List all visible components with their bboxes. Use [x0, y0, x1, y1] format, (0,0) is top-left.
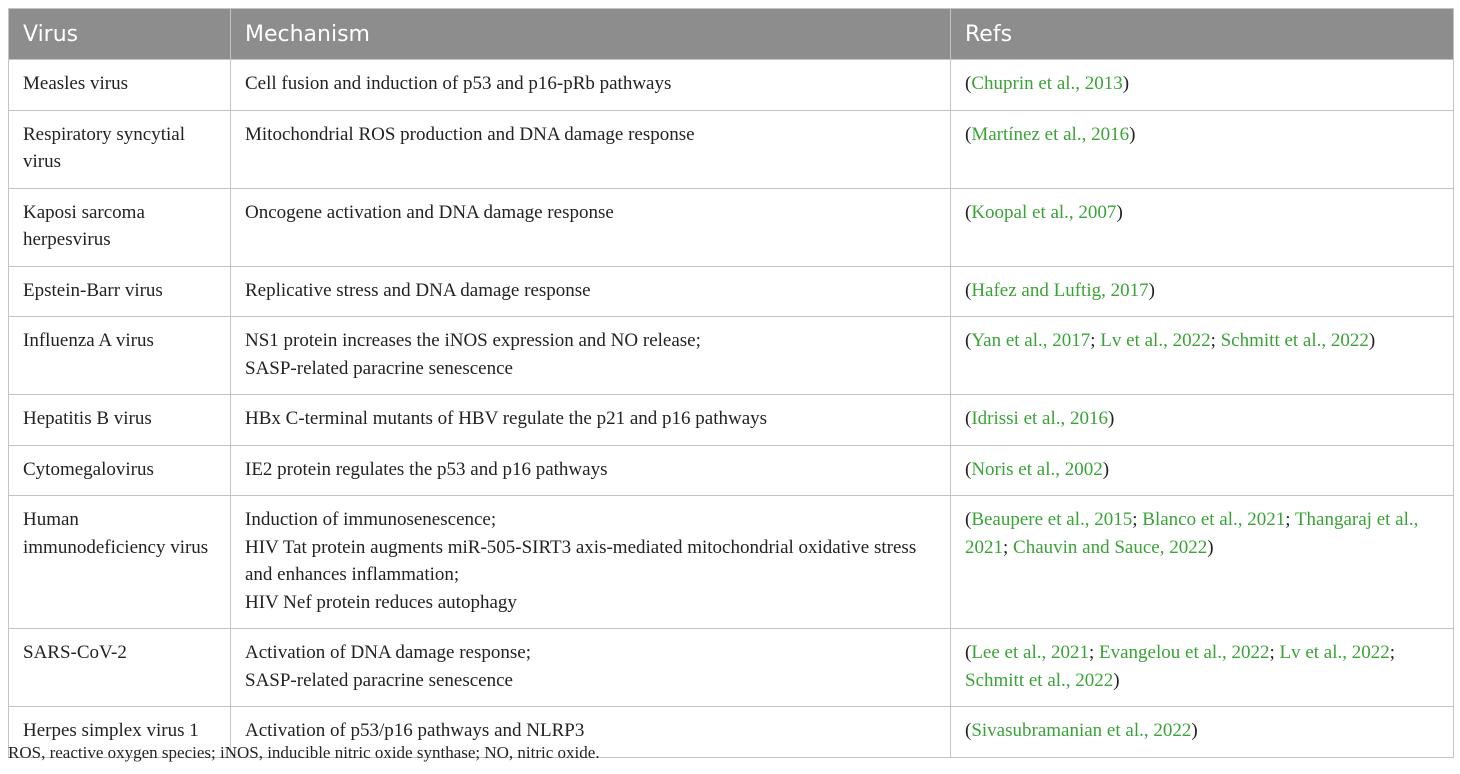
refs-cell: (Koopal et al., 2007) — [951, 188, 1454, 266]
refs-cell: (Idrissi et al., 2016) — [951, 395, 1454, 446]
refs-cell: (Sivasubramanian et al., 2022) — [951, 707, 1454, 758]
reference-link[interactable]: Lv et al., 2022 — [1100, 330, 1211, 351]
reference-link[interactable]: Yan et al., 2017 — [971, 330, 1091, 351]
reference-link[interactable]: Chauvin and Sauce, 2022 — [1013, 536, 1208, 558]
reference-link[interactable]: Koopal et al., 2007 — [971, 201, 1117, 223]
reference-link[interactable]: Schmitt et al., 2022 — [1220, 330, 1369, 351]
mechanism-line: HIV Nef protein reduces autophagy — [245, 591, 517, 613]
reference-link[interactable]: Hafez and Luftig, 2017 — [971, 279, 1149, 301]
reference-link[interactable]: Thangaraj et al., 2021 — [965, 509, 1419, 558]
mechanism-cell — [231, 629, 951, 707]
header-mechanism: Mechanism — [231, 9, 951, 60]
virus-cell: SARS-CoV-2 — [9, 629, 231, 707]
mechanism-line: IE2 protein regulates the p53 and p16 pathways — [245, 458, 608, 480]
mechanism-line: HIV Tat protein augments miR-505-SIRT3 axis-mediated mitochondrial oxidative stress and enhances inflammation; — [245, 536, 917, 585]
mechanism-line: Oncogene activation and DNA damage response — [245, 201, 614, 223]
reference-link[interactable]: Blanco et al., 2021 — [1142, 509, 1286, 530]
header-virus: Virus — [9, 9, 231, 60]
table-row — [9, 110, 1454, 188]
virus-cell: Herpes simplex virus 1 — [9, 707, 231, 758]
refs-cell: (Yan et al., 2017; Lv et al., 2022; Schmitt et al., 2022) — [951, 317, 1454, 395]
mechanism-line: SASP-related paracrine senescence — [245, 669, 513, 691]
mechanism-line: NS1 protein increases the iNOS expression and NO release; — [245, 330, 701, 351]
table-footnote: ROS, reactive oxygen species; iNOS, inducible nitric oxide synthase; NO, nitric oxide. — [8, 743, 600, 762]
mechanism-line: SASP-related paracrine senescence — [245, 357, 513, 379]
reference-link[interactable]: Noris et al., 2002 — [971, 458, 1103, 480]
virus-senescence-table — [8, 8, 1454, 758]
mechanism-line: Replicative stress and DNA damage response — [245, 279, 591, 301]
reference-link[interactable]: Lv et al., 2022 — [1279, 642, 1390, 663]
virus-cell: Hepatitis B virus — [9, 395, 231, 446]
table-row — [9, 188, 1454, 266]
mechanism-cell — [231, 266, 951, 317]
table-row — [9, 60, 1454, 111]
table-row — [9, 266, 1454, 317]
virus-cell: Cytomegalovirus — [9, 445, 231, 496]
table-row — [9, 629, 1454, 707]
reference-link[interactable]: Sivasubramanian et al., 2022 — [971, 720, 1192, 741]
refs-cell: (Beaupere et al., 2015; Blanco et al., 2021; Thangaraj et al., 2021; Chauvin and Sauce, 2022) — [951, 496, 1454, 629]
virus-cell: Measles virus — [9, 60, 231, 111]
refs-cell: (Martínez et al., 2016) — [951, 110, 1454, 188]
table-header-row — [9, 9, 1454, 60]
mechanism-line: Activation of DNA damage response; — [245, 642, 531, 663]
mechanism-cell — [231, 188, 951, 266]
mechanism-cell — [231, 110, 951, 188]
refs-cell: (Lee et al., 2021; Evangelou et al., 2022; Lv et al., 2022; Schmitt et al., 2022) — [951, 629, 1454, 707]
virus-cell: Respiratory syncytial virus — [9, 110, 231, 188]
mechanism-line: Cell fusion and induction of p53 and p16-pRb pathways — [245, 73, 672, 94]
mechanism-line: Activation of p53/p16 pathways and NLRP3 — [245, 720, 585, 741]
virus-cell: Kaposi sarcoma herpesvirus — [9, 188, 231, 266]
virus-cell: Human immunodeficiency virus — [9, 496, 231, 629]
mechanism-cell — [231, 317, 951, 395]
mechanism-cell — [231, 445, 951, 496]
table-row — [9, 317, 1454, 395]
mechanism-line: Mitochondrial ROS production and DNA damage response — [245, 123, 695, 145]
reference-link[interactable]: Martínez et al., 2016 — [971, 123, 1130, 145]
refs-cell: (Chuprin et al., 2013) — [951, 60, 1454, 111]
mechanism-line: Induction of immunosenescence; — [245, 509, 497, 530]
table-row — [9, 496, 1454, 629]
virus-cell: Epstein-Barr virus — [9, 266, 231, 317]
mechanism-cell — [231, 496, 951, 629]
mechanism-line: HBx C-terminal mutants of HBV regulate the p21 and p16 pathways — [245, 408, 768, 429]
refs-cell: (Noris et al., 2002) — [951, 445, 1454, 496]
virus-cell: Influenza A virus — [9, 317, 231, 395]
reference-link[interactable]: Idrissi et al., 2016 — [971, 408, 1109, 429]
refs-cell: (Hafez and Luftig, 2017) — [951, 266, 1454, 317]
table-container — [8, 8, 1453, 758]
reference-link[interactable]: Schmitt et al., 2022 — [965, 669, 1114, 691]
table-row — [9, 395, 1454, 446]
header-refs: Refs — [951, 9, 1454, 60]
table-row — [9, 445, 1454, 496]
reference-link[interactable]: Beaupere et al., 2015 — [971, 509, 1133, 530]
mechanism-cell — [231, 395, 951, 446]
reference-link[interactable]: Evangelou et al., 2022 — [1099, 642, 1270, 663]
reference-link[interactable]: Chuprin et al., 2013 — [971, 73, 1123, 94]
reference-link[interactable]: Lee et al., 2021 — [971, 642, 1089, 663]
mechanism-cell — [231, 60, 951, 111]
